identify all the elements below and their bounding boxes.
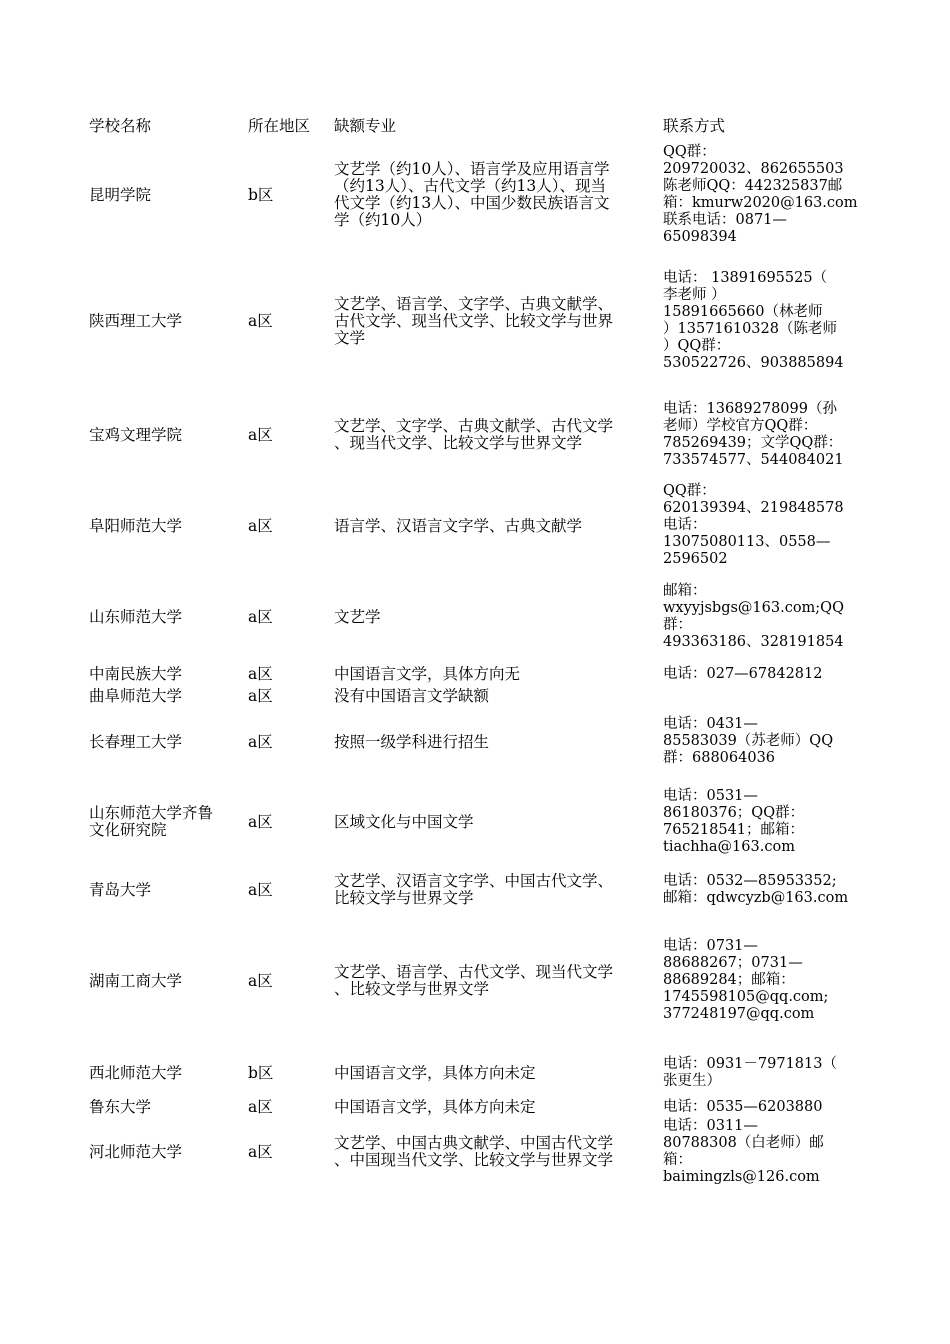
region: a区 [248,608,273,626]
school-name: 青岛大学 [89,881,152,899]
school-name: 中南民族大学 [89,665,183,683]
region: a区 [248,972,273,990]
school-name: 陕西理工大学 [89,312,183,330]
region: a区 [248,813,273,831]
school-name: 山东师范大学齐鲁 文化研究院 [89,804,214,839]
school-name: 阜阳师范大学 [89,517,183,535]
region: a区 [248,426,273,444]
school-name: 宝鸡文理学院 [89,426,183,444]
major: 文艺学、语言学、古代文学、现当代文学 、比较文学与世界文学 [334,963,614,998]
contact: 电话： 13891695525（ 李老师 ） 15891665660（林老师 ）13571610328（陈老师 ）QQ群： 530522726、903885894 [663,270,844,371]
major: 文艺学、汉语言文字学、中国古代文学、 比较文学与世界文学 [334,872,614,907]
contact: 电话：0311— 80788308（白老师）邮 箱： baimingzls@126.com [663,1118,824,1185]
contact: 邮箱： wxyyjsbgs@163.com;QQ 群： 493363186、328191854 [663,583,844,650]
region: a区 [248,1143,273,1161]
major: 文艺学、中国古典文献学、中国古代文学 、中国现当代文学、比较文学与世界文学 [334,1134,614,1169]
contact: 电话：0531— 86180376；QQ群： 765218541；邮箱： tiachha@163.com [663,788,805,855]
header-major: 缺额专业 [334,117,397,135]
region: b区 [248,186,274,204]
region: a区 [248,687,273,705]
major: 语言学、汉语言文字学、古典文献学 [334,517,583,535]
header-region: 所在地区 [248,117,311,135]
major: 文艺学、语言学、文字学、古典文献学、 古代文学、现当代文学、比较文学与世界 文学 [334,295,614,347]
school-name: 西北师范大学 [89,1064,183,1082]
contact: QQ群： 209720032、862655503 陈老师QQ：442325837邮 箱：kmurw2020@163.com 联系电话：0871— 65098394 [663,144,858,245]
major: 文艺学（约10人）、语言学及应用语言学 （约13人）、古代文学（约13人）、现当 代文学（约13人）、中国少数民族语言文 学（约10人） [334,160,610,229]
school-name: 昆明学院 [89,186,152,204]
school-name: 曲阜师范大学 [89,687,183,705]
region: b区 [248,1064,274,1082]
contact: 电话：0931－7971813（ 张更生） [663,1056,837,1089]
major: 文艺学 [334,608,381,626]
region: a区 [248,733,273,751]
region: a区 [248,312,273,330]
contact: 电话：0535—6203880 [663,1099,823,1115]
school-name: 湖南工商大学 [89,972,183,990]
region: a区 [248,1098,273,1116]
major: 区域文化与中国文学 [334,813,474,831]
school-name: 长春理工大学 [89,733,183,751]
header-contact: 联系方式 [663,117,726,135]
contact: QQ群： 620139394、219848578 电话： 13075080113、0558— 2596502 [663,483,844,567]
region: a区 [248,517,273,535]
major: 中国语言文学，具体方向未定 [334,1064,536,1082]
major: 文艺学、文字学、古典文献学、古代文学 、现当代文学、比较文学与世界文学 [334,417,614,452]
contact: 电话：0431— 85583039（苏老师）QQ 群：688064036 [663,716,834,766]
major: 按照一级学科进行招生 [334,733,490,751]
major: 中国语言文学，具体方向未定 [334,1098,536,1116]
contact: 电话：0731— 88688267；0731— 88689284；邮箱： 1745598105@qq.com; 377248197@qq.com [663,938,829,1022]
header-school: 学校名称 [89,117,152,135]
contact: 电话：027—67842812 [663,666,823,682]
region: a区 [248,881,273,899]
school-name: 鲁东大学 [89,1098,152,1116]
major: 没有中国语言文学缺额 [334,687,490,705]
major: 中国语言文学，具体方向无 [334,665,521,683]
contact: 电话：0532—85953352; 邮箱：qdwcyzb@163.com [663,873,849,906]
school-name: 山东师范大学 [89,608,183,626]
school-name: 河北师范大学 [89,1143,183,1161]
region: a区 [248,665,273,683]
contact: 电话：13689278099（孙 老师）学校官方QQ群： 785269439；文学QQ群： 733574577、544084021 [663,401,844,468]
